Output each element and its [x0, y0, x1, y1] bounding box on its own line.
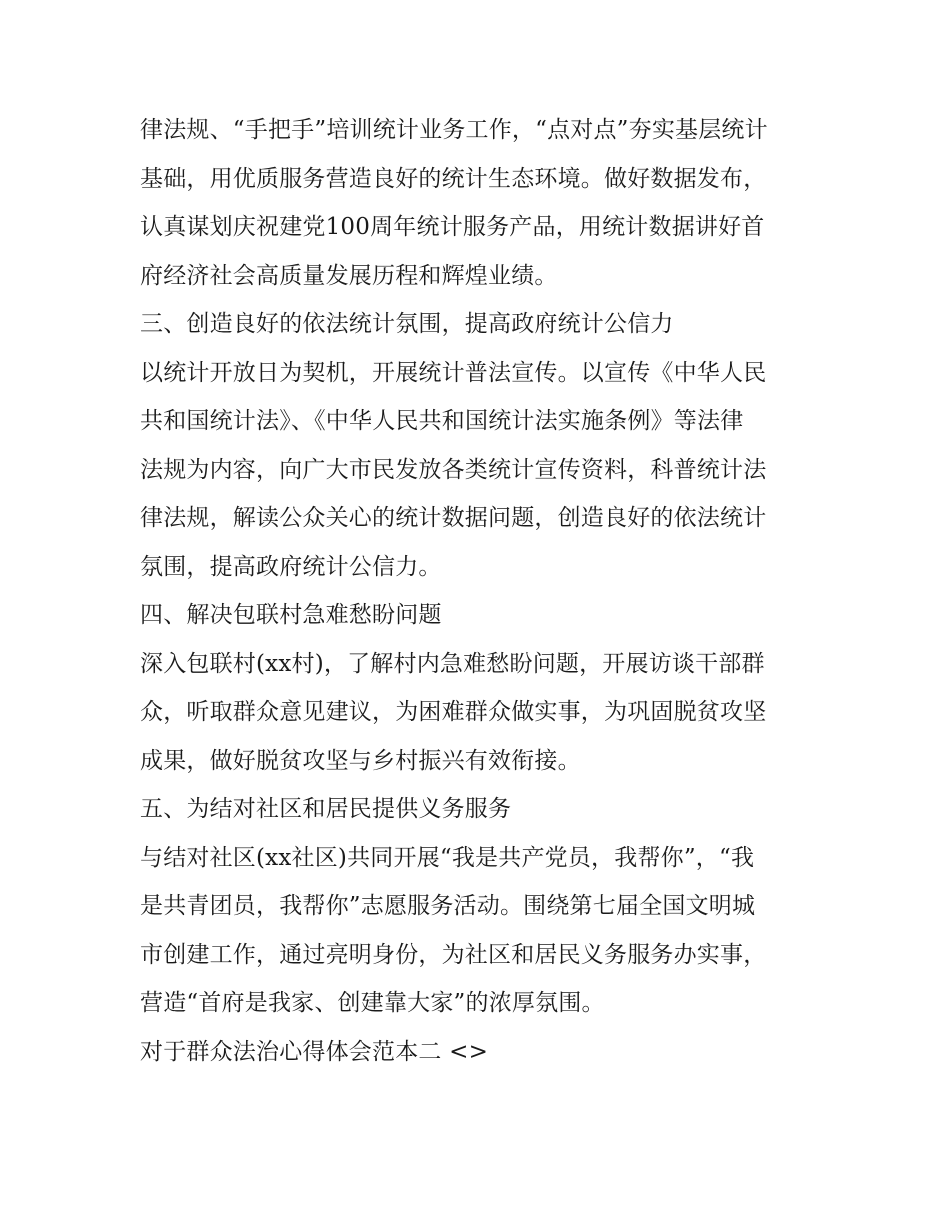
paragraph-line: 氛围，提高政府统计公信力。 [140, 553, 442, 580]
paragraph-line: 认真谋划庆祝建党100周年统计服务产品，用统计数据讲好首 [140, 214, 765, 240]
paragraph-line: 府经济社会高质量发展历程和辉煌业绩。 [140, 262, 558, 289]
next-document-title: 对于群众法治心得体会范本二 <> [140, 1038, 489, 1065]
paragraph-line: 基础，用优质服务营造良好的统计生态环境。做好数据发布， [140, 165, 767, 192]
paragraph-line: 众，听取群众意见建议，为困难群众做实事，为巩固脱贫攻坚 [140, 699, 767, 725]
paragraph-line: 市创建工作，通过亮明身份，为社区和居民义务服务办实事， [140, 941, 767, 968]
paragraph-line: 是共青团员，我帮你”志愿服务活动。围绕第七届全国文明城 [140, 893, 756, 919]
section-heading-5: 五、为结对社区和居民提供义务服务 [140, 796, 512, 822]
paragraph-line: 律法规，解读公众关心的统计数据问题，创造良好的依法统计 [140, 505, 767, 531]
paragraph-line: 以统计开放日为契机，开展统计普法宣传。以宣传《中华人民 [140, 359, 767, 386]
paragraph-line: 法规为内容，向广大市民发放各类统计宣传资料，科普统计法 [140, 456, 767, 483]
paragraph-line: 律法规、“手把手”培训统计业务工作，“点对点”夯实基层统计 [140, 117, 768, 143]
paragraph-line: 共和国统计法》、《中华人民共和国统计法实施条例》等法律 [140, 408, 744, 434]
paragraph-line: 成果，做好脱贫攻坚与乡村振兴有效衔接。 [140, 747, 581, 774]
section-heading-4: 四、解决包联村急难愁盼问题 [140, 602, 442, 628]
document-body [140, 106, 820, 1076]
paragraph-line: 深入包联村(xx村)，了解村内急难愁盼问题，开展访谈干部群 [140, 650, 765, 677]
section-heading-3: 三、创造良好的依法统计氛围，提高政府统计公信力 [140, 311, 674, 337]
paragraph-line: 营造“首府是我家、创建靠大家”的浓厚氛围。 [140, 990, 605, 1016]
paragraph-line: 与结对社区(xx社区)共同开展“我是共产党员，我帮你”，“我 [140, 844, 755, 871]
